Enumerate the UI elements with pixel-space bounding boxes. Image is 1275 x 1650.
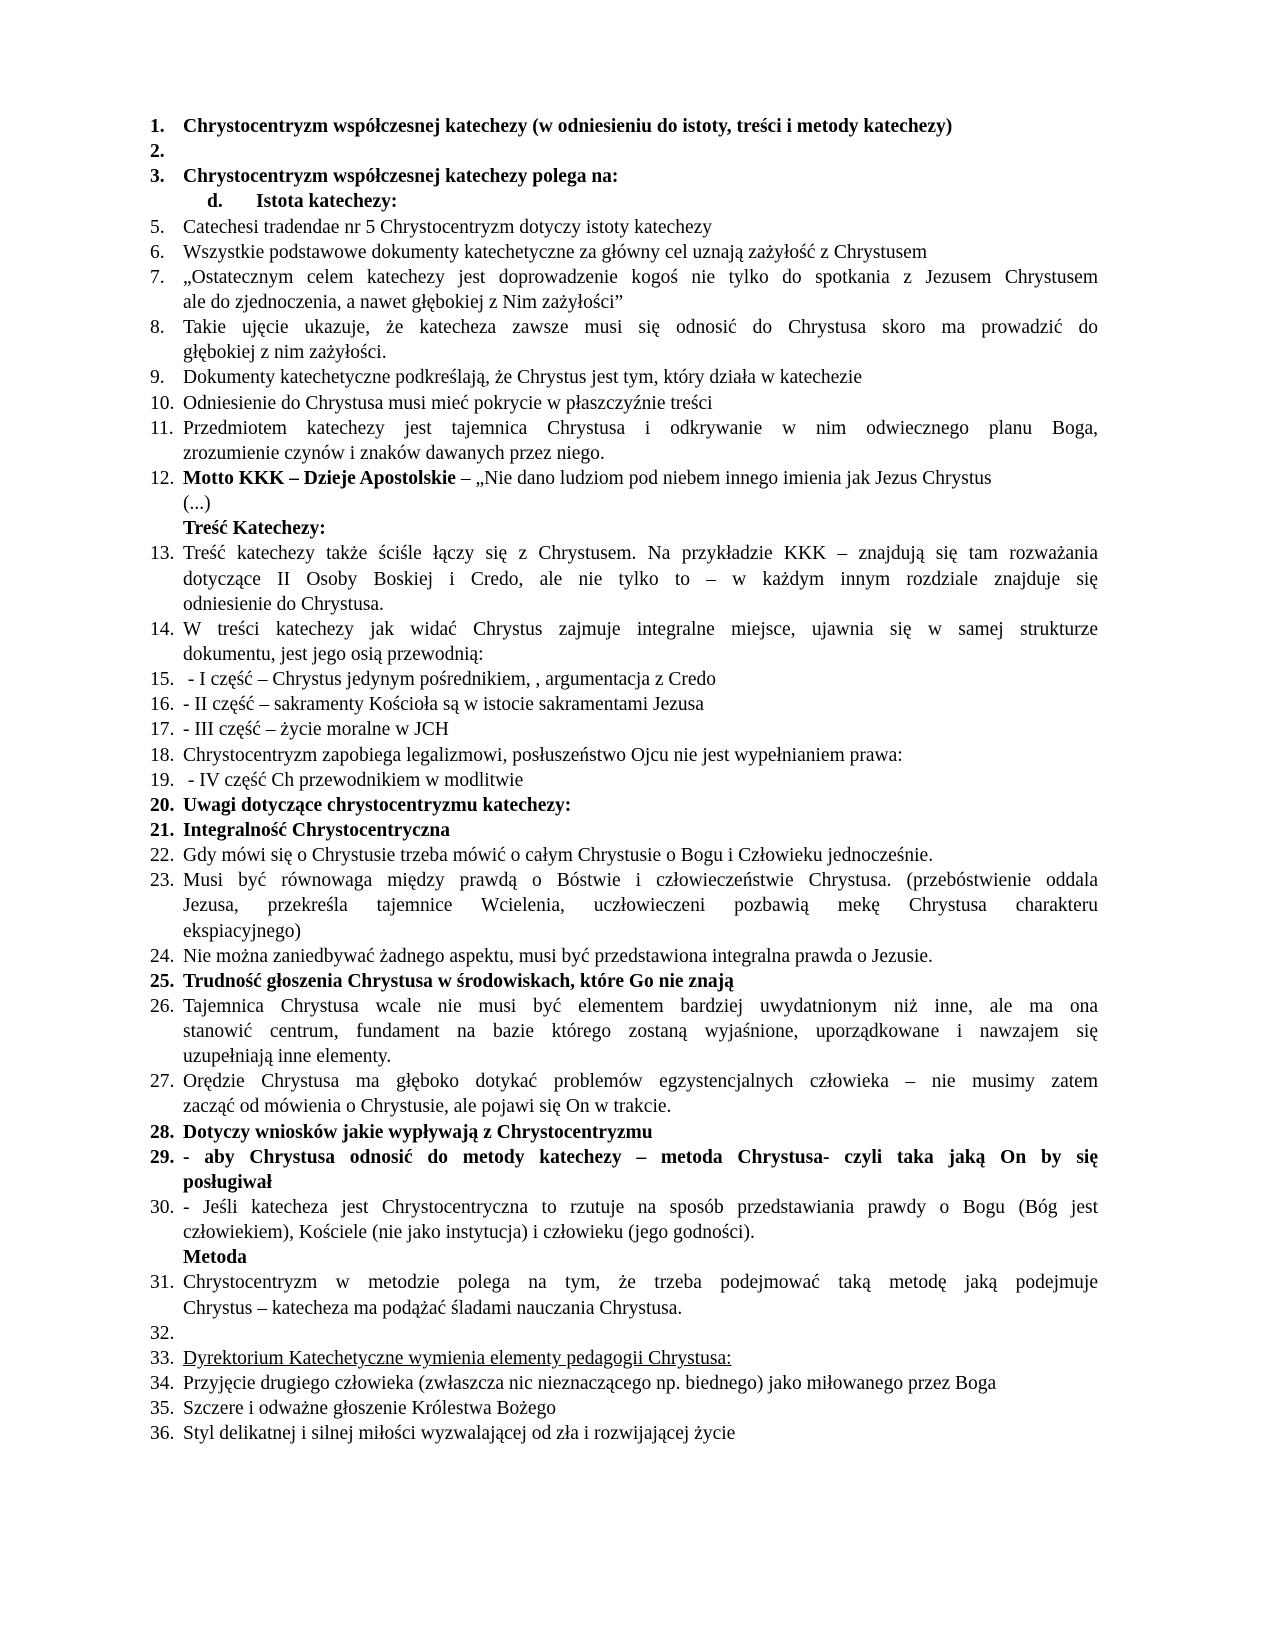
text-line: Musi być równowaga między prawdą o Bóstwie i człowieczeństwie Chrystusa. (przebóstwienie oddala bbox=[183, 870, 1098, 892]
list-item bbox=[150, 994, 1100, 1069]
text-line: dokumentu, jest jego osią przewodnią: bbox=[183, 643, 484, 665]
list-number: 35. bbox=[150, 1398, 175, 1420]
list-number: 5. bbox=[150, 216, 165, 238]
text-line: stanowić centrum, fundament na bazie którego zostaną wyjaśnione, uporządkowane i nawzajem się bbox=[183, 1021, 1098, 1043]
list-item bbox=[150, 793, 1100, 818]
list-number: 7. bbox=[150, 266, 165, 288]
list-number: 28. bbox=[150, 1121, 175, 1143]
list-number: 29. bbox=[150, 1146, 175, 1168]
list-number: 19. bbox=[150, 769, 175, 791]
text-line: - Jeśli katecheza jest Chrystocentryczna to rzutuje na sposób przedstawiania prawdy o Bogu (Bóg jest bbox=[183, 1197, 1098, 1219]
list-number: 20. bbox=[150, 794, 175, 816]
list-item bbox=[150, 240, 1100, 265]
list-item bbox=[150, 516, 1100, 541]
text-line: Szczere i odważne głoszenie Królestwa Bożego bbox=[183, 1398, 557, 1420]
document-list bbox=[150, 114, 1100, 1446]
text-line: głębokiej z nim zażyłości. bbox=[183, 342, 387, 364]
list-number: 27. bbox=[150, 1071, 175, 1093]
list-number: 34. bbox=[150, 1373, 175, 1395]
text-line: człowiekiem), Kościele (nie jako instytucja) i człowieku (jego godności). bbox=[183, 1222, 755, 1244]
list-number: 15. bbox=[150, 669, 175, 691]
text-line: ale do zjednoczenia, a nawet głębokiej z Nim zażyłości” bbox=[183, 291, 624, 313]
list-number: 1. bbox=[150, 116, 165, 137]
text-line: Jezusa, przekreśla tajemnice Wcielenia, uczłowieczeni pozbawią mekę Chrystusa charakteru bbox=[183, 895, 1098, 917]
text-line: uzupełniają inne elementy. bbox=[183, 1046, 392, 1068]
list-number: 13. bbox=[150, 543, 175, 565]
text-line: Istota katechezy: bbox=[256, 191, 398, 213]
list-item bbox=[150, 189, 1100, 214]
list-number: 3. bbox=[150, 166, 165, 188]
text-line: Dotyczy wniosków jakie wypływają z Chrystocentryzmu bbox=[183, 1121, 653, 1143]
text-line bbox=[183, 1321, 1098, 1346]
list-item bbox=[150, 843, 1100, 868]
text-line: Dyrektorium Katechetyczne wymienia elementy pedagogii Chrystusa: bbox=[183, 1347, 732, 1369]
list-number: 18. bbox=[150, 744, 175, 766]
text-line: Przedmiotem katechezy jest tajemnica Chrystusa i odkrywanie w nim odwiecznego planu Boga, bbox=[183, 417, 1098, 439]
list-number: 14. bbox=[150, 618, 175, 640]
text-line: W treści katechezy jak widać Chrystus zajmuje integralne miejsce, ujawnia się w samej strukturze bbox=[183, 618, 1098, 640]
text-line: Wszystkie podstawowe dokumenty katechetyczne za główny cel uznają zażyłość z Chrystusem bbox=[183, 241, 927, 263]
list-item bbox=[150, 265, 1100, 315]
list-item bbox=[150, 1396, 1100, 1421]
text-line: Chrystus – katecheza ma podążać śladami nauczania Chrystusa. bbox=[183, 1297, 683, 1319]
list-item bbox=[150, 139, 1100, 164]
list-number: 11. bbox=[150, 417, 174, 439]
text-line: (...) bbox=[183, 493, 211, 515]
list-item bbox=[150, 215, 1100, 240]
list-item bbox=[150, 114, 1100, 139]
list-item bbox=[150, 868, 1100, 943]
list-number: 22. bbox=[150, 845, 175, 867]
list-item bbox=[150, 743, 1100, 768]
list-item bbox=[150, 1145, 1100, 1195]
text-line: Przyjęcie drugiego człowieka (zwłaszcza nic nieznaczącego np. biednego) jako miłowanego przez Boga bbox=[183, 1373, 997, 1395]
list-item bbox=[150, 1346, 1100, 1371]
bold-prefix: Motto KKK – Dzieje Apostolskie bbox=[183, 467, 456, 489]
text-line: Styl delikatnej i silnej miłości wyzwalającej od zła i rozwijającej życie bbox=[183, 1423, 736, 1445]
list-number: 32. bbox=[150, 1322, 175, 1344]
text-line: Trudność głoszenia Chrystusa w środowiskach, które Go nie znają bbox=[183, 970, 734, 992]
list-item bbox=[150, 717, 1100, 742]
text-line: odniesienie do Chrystusa. bbox=[183, 593, 384, 615]
list-item bbox=[150, 416, 1100, 466]
list-number: 31. bbox=[150, 1272, 175, 1294]
text-line: - II część – sakramenty Kościoła są w istocie sakramentami Jezusa bbox=[183, 694, 704, 716]
text-line: Nie można zaniedbywać żadnego aspektu, musi być przedstawiona integralna prawda o Jezusie. bbox=[183, 945, 933, 967]
list-item bbox=[150, 1069, 1100, 1119]
text-line: Chrystocentryzm współczesnej katechezy polega na: bbox=[183, 166, 619, 188]
text-line: Takie ujęcie ukazuje, że katecheza zawsze musi się odnosić do Chrystusa skoro ma prowadzić do bbox=[183, 317, 1098, 339]
list-item bbox=[150, 1195, 1100, 1245]
list-number: 36. bbox=[150, 1423, 175, 1445]
list-number: 30. bbox=[150, 1197, 175, 1219]
list-number: 10. bbox=[150, 392, 175, 414]
list-item bbox=[150, 969, 1100, 994]
text-line: - III część – życie moralne w JCH bbox=[183, 719, 449, 741]
list-item bbox=[150, 667, 1100, 692]
list-number: 24. bbox=[150, 945, 175, 967]
list-item bbox=[150, 944, 1100, 969]
list-item bbox=[150, 1321, 1100, 1346]
list-item bbox=[150, 541, 1100, 616]
text-line: Chrystocentryzm współczesnej katechezy (w odniesieniu do istoty, treści i metody katechezy) bbox=[183, 116, 953, 137]
list-number: 6. bbox=[150, 241, 165, 263]
text-line: - I część – Chrystus jedynym pośrednikiem, , argumentacja z Credo bbox=[183, 669, 717, 691]
list-item bbox=[150, 768, 1100, 793]
text-line: Dokumenty katechetyczne podkreślają, że Chrystus jest tym, który działa w katechezie bbox=[183, 367, 863, 389]
text-line: Treść Katechezy: bbox=[183, 518, 326, 540]
text-line: zrozumienie czynów i znaków dawanych przez niego. bbox=[183, 442, 605, 464]
list-number: 26. bbox=[150, 995, 175, 1017]
text-line: Catechesi tradendae nr 5 Chrystocentryzm dotyczy istoty katechezy bbox=[183, 216, 713, 238]
text-line: ekspiacyjnego) bbox=[183, 920, 302, 942]
text-line bbox=[183, 466, 1098, 491]
text-line: Orędzie Chrystusa ma głęboko dotykać problemów egzystencjalnych człowieka – nie musimy zatem bbox=[183, 1071, 1098, 1093]
text-line: Integralność Chrystocentryczna bbox=[183, 819, 450, 841]
list-number: 25. bbox=[150, 970, 175, 992]
list-item bbox=[150, 466, 1100, 516]
list-number: 8. bbox=[150, 317, 165, 339]
list-item bbox=[150, 692, 1100, 717]
list-item bbox=[150, 1421, 1100, 1446]
list-item bbox=[150, 315, 1100, 365]
text-line: - aby Chrystusa odnosić do metody katechezy – metoda Chrystusa- czyli taka jaką On by się bbox=[183, 1146, 1098, 1168]
text-line: Tajemnica Chrystusa wcale nie musi być elementem bardziej uwydatnionym niż inne, ale ma ona bbox=[183, 995, 1098, 1017]
text-line: „Ostatecznym celem katechezy jest doprowadzenie kogoś nie tylko do spotkania z Jezusem Chrystusem bbox=[183, 266, 1098, 288]
list-number: 16. bbox=[150, 694, 175, 716]
list-item bbox=[150, 1120, 1100, 1145]
text-line bbox=[183, 139, 1098, 164]
text-line: Chrystocentryzm zapobiega legalizmowi, posłuszeństwo Ojcu nie jest wypełnianiem prawa: bbox=[183, 744, 903, 766]
text-line: Gdy mówi się o Chrystusie trzeba mówić o całym Chrystusie o Bogu i Człowieku jednocześnie. bbox=[183, 845, 934, 867]
text-line: zacząć od mówienia o Chrystusie, ale pojawi się On w trakcie. bbox=[183, 1096, 672, 1118]
text-line: posługiwał bbox=[183, 1171, 272, 1193]
list-item bbox=[150, 617, 1100, 667]
list-number: 23. bbox=[150, 870, 175, 892]
list-item bbox=[150, 818, 1100, 843]
list-number: 2. bbox=[150, 141, 165, 163]
line-rest: – „Nie dano ludziom pod niebem innego imienia jak Jezus Chrystus bbox=[455, 467, 992, 489]
text-line: Chrystocentryzm w metodzie polega na tym, że trzeba podejmować taką metodę jaką podejmuje bbox=[183, 1272, 1098, 1294]
text-line: dotyczące II Osoby Boskiej i Credo, ale nie tylko to – w każdym innym rozdziale znajduje się bbox=[183, 568, 1098, 590]
text-line: Treść katechezy także ściśle łączy się z Chrystusem. Na przykładzie KKK – znajdują się tam rozważania bbox=[183, 543, 1098, 565]
text-line: Uwagi dotyczące chrystocentryzmu katechezy: bbox=[183, 794, 572, 816]
text-line: Odniesienie do Chrystusa musi mieć pokrycie w płaszczyźnie treści bbox=[183, 392, 713, 414]
list-number: 21. bbox=[150, 819, 175, 841]
list-number: 9. bbox=[150, 367, 165, 389]
list-item bbox=[150, 1245, 1100, 1270]
list-item bbox=[150, 391, 1100, 416]
list-number: 17. bbox=[150, 719, 175, 741]
list-item bbox=[150, 164, 1100, 189]
list-number: d. bbox=[207, 191, 223, 213]
text-line: - IV część Ch przewodnikiem w modlitwie bbox=[183, 769, 524, 791]
list-item bbox=[150, 365, 1100, 390]
text-line: Metoda bbox=[183, 1247, 247, 1269]
list-item bbox=[150, 1270, 1100, 1320]
list-number: 33. bbox=[150, 1347, 175, 1369]
list-number: 12. bbox=[150, 467, 175, 489]
list-item bbox=[150, 1371, 1100, 1396]
